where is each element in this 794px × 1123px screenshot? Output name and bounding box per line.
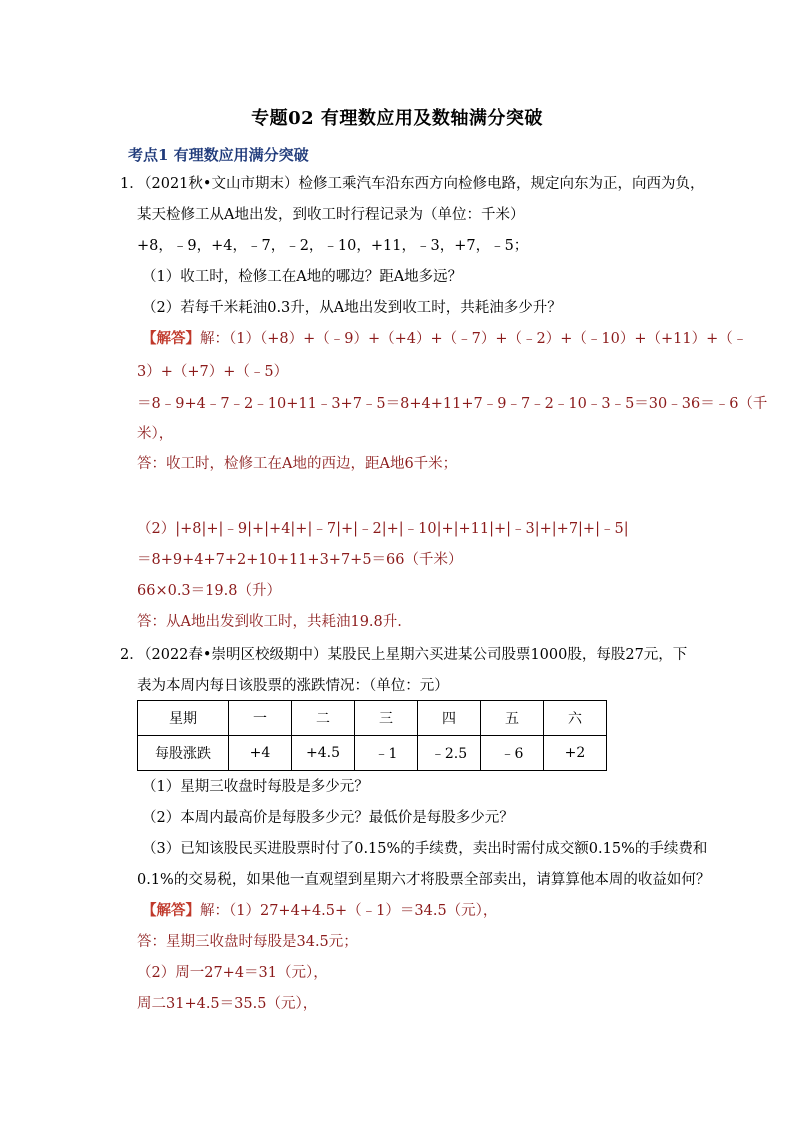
question-1-number: 1． xyxy=(120,176,144,192)
q2-part-1: （1）星期三收盘时每股是多少元？ xyxy=(142,779,369,795)
q2-line-1: （2022春•崇明区校级期中）某股民上星期六买进某公司股票1000股，每股27元，下 xyxy=(137,647,688,663)
table-cell: 星期 xyxy=(138,701,229,736)
answer-tag: 【解答】 xyxy=(142,902,200,919)
price-change-table xyxy=(137,700,607,771)
table-cell: 五 xyxy=(481,701,544,736)
page-title: 专题02 有理数应用及数轴满分突破 xyxy=(251,108,543,129)
table-cell: +4 xyxy=(229,736,292,771)
table-cell: +4.5 xyxy=(292,736,355,771)
q2-answer-line-1 xyxy=(142,901,497,921)
q1-part-2: （2）若每千米耗油0.3升，从A地出发到收工时，共耗油多少升？ xyxy=(142,300,562,316)
table-cell: ﹣2.5 xyxy=(418,736,481,771)
q1-answer-line-2: 3）+（+7）+（﹣5） xyxy=(137,364,289,380)
q1-line-1: （2021秋•文山市期末）检修工乘汽车沿东西方向检修电路，规定向东为正，向西为负， xyxy=(137,176,705,192)
table-cell: 三 xyxy=(355,701,418,736)
table-cell: 一 xyxy=(229,701,292,736)
table-cell: ﹣1 xyxy=(355,736,418,771)
q1-answer-line-4: 米）， xyxy=(137,426,174,442)
question-2-number: 2． xyxy=(120,647,144,663)
table-row xyxy=(138,701,607,736)
q2-part-3-cont: 0.1%的交易税，如果他一直观望到星期六才将股票全部卖出，请算算他本周的收益如何？ xyxy=(137,872,711,888)
q1-answer-text-1: 解：（1）（+8）+（﹣9）+（+4）+（﹣7）+（﹣2）+（﹣10）+（+11）+（﹣ xyxy=(200,331,748,347)
table-row xyxy=(138,736,607,771)
q2-answer-text-1: 解：（1）27+4+4.5+（﹣1）＝34.5（元）， xyxy=(200,903,498,919)
table-cell: 每股涨跌 xyxy=(138,736,229,771)
q2-answer-line-3: （2）周一27+4＝31（元）， xyxy=(137,965,328,981)
q1-line-2: 某天检修工从A地出发，到收工时行程记录为（单位：千米） xyxy=(137,207,525,223)
q1-answer-line-5: 答：收工时，检修工在A地的西边，距A地6千米； xyxy=(137,456,458,472)
q2-answer-line-2: 答：星期三收盘时每股是34.5元； xyxy=(137,934,358,950)
q2-line-2: 表为本周内每日该股票的涨跌情况：（单位：元） xyxy=(137,678,449,694)
table-cell: +2 xyxy=(544,736,607,771)
table-cell: 二 xyxy=(292,701,355,736)
q1-answer-line-6: （2）|+8|+|﹣9|+|+4|+|﹣7|+|﹣2|+|﹣10|+|+11|+|﹣3|+|+7|+|﹣5| xyxy=(137,521,629,537)
table-cell: 四 xyxy=(418,701,481,736)
answer-tag: 【解答】 xyxy=(142,330,200,347)
section-heading: 考点1 有理数应用满分突破 xyxy=(128,146,309,164)
q1-answer-line-3: ＝8﹣9+4﹣7﹣2﹣10+11﹣3+7﹣5＝8+4+11+7﹣9﹣7﹣2﹣10﹣3﹣5＝30﹣36＝﹣6（千 xyxy=(137,396,768,412)
q1-answer-line-9: 答：从A地出发到收工时，共耗油19.8升. xyxy=(137,614,402,630)
q2-part-3: （3）已知该股民买进股票时付了0.15%的手续费，卖出时需付成交额0.15%的手续费和 xyxy=(142,841,708,857)
q1-line-3: +8，﹣9，+4，﹣7，﹣2，﹣10，+11，﹣3，+7，﹣5； xyxy=(137,238,529,254)
q2-part-2: （2）本周内最高价是每股多少元？最低价是每股多少元？ xyxy=(142,810,514,826)
q1-answer-line-1 xyxy=(142,329,747,349)
table-cell: 六 xyxy=(544,701,607,736)
q1-answer-line-8: 66×0.3＝19.8（升） xyxy=(137,583,281,599)
q1-part-1: （1）收工时，检修工在A地的哪边？距A地多远？ xyxy=(142,269,463,285)
table-cell: ﹣6 xyxy=(481,736,544,771)
q2-answer-line-4: 周二31+4.5＝35.5（元）， xyxy=(137,996,318,1012)
q1-answer-line-7: ＝8+9+4+7+2+10+11+3+7+5＝66（千米） xyxy=(137,552,463,568)
